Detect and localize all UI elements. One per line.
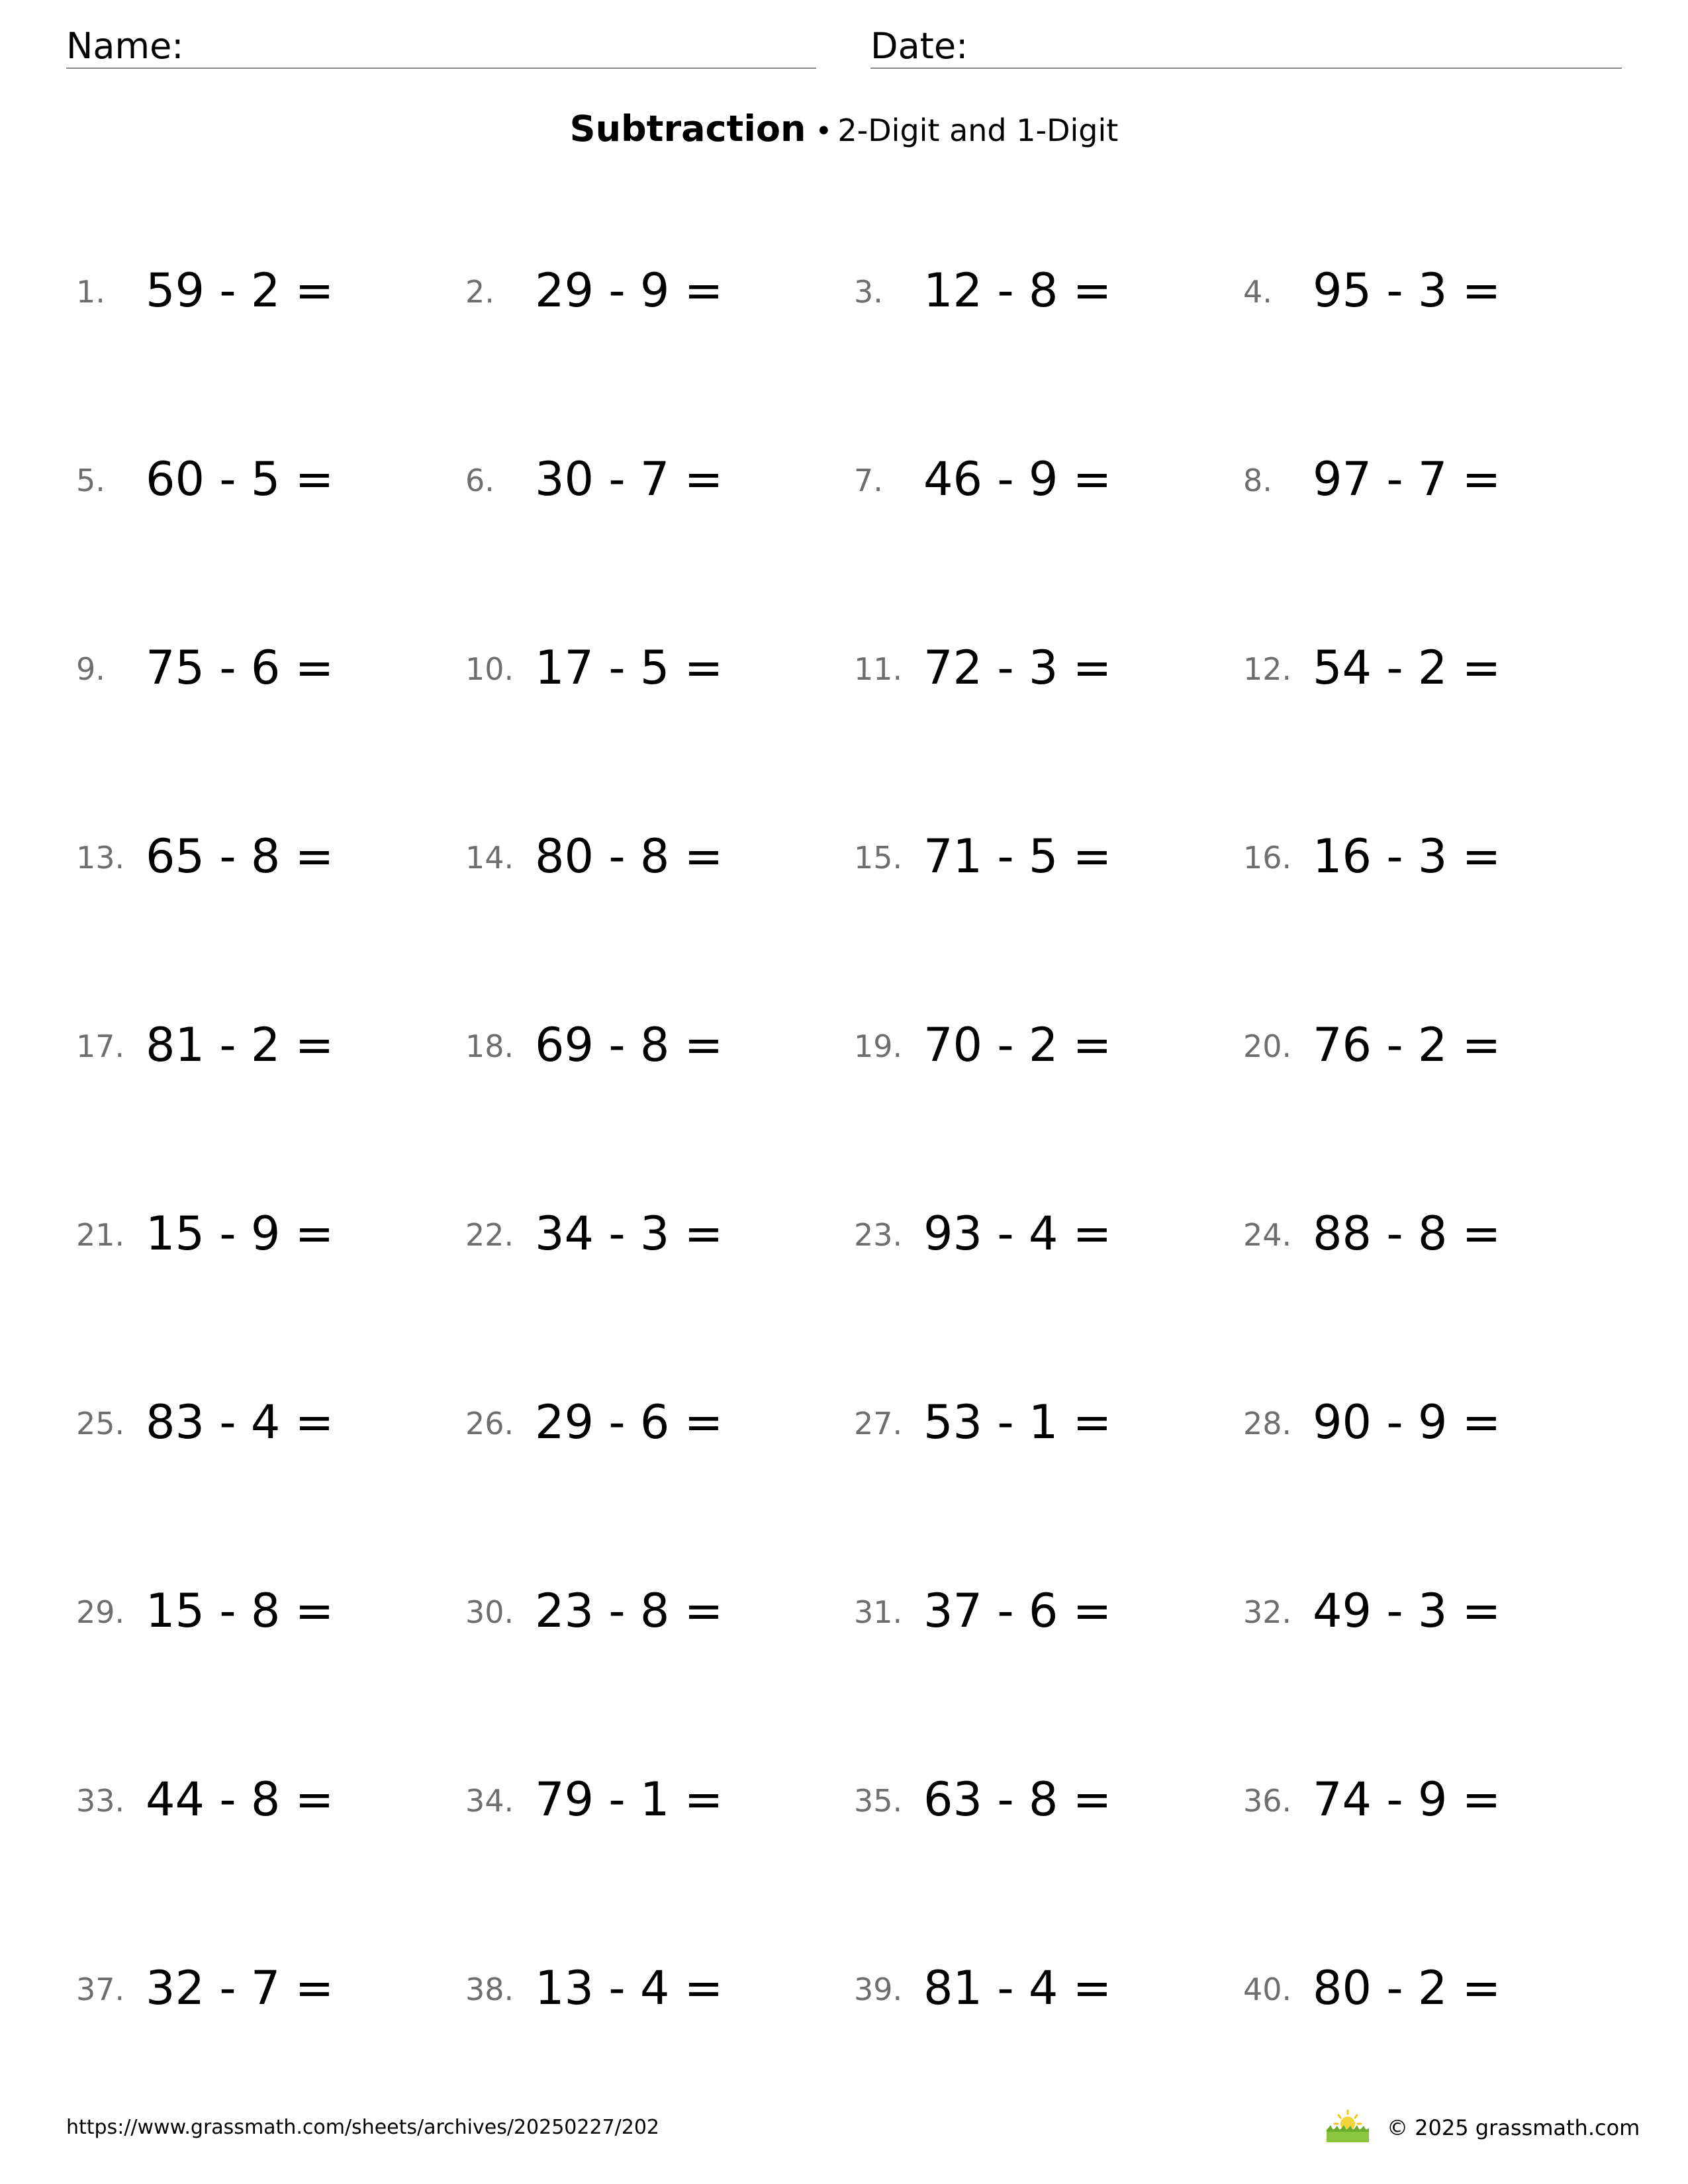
problem-item: [1243, 1390, 1627, 1456]
problem-number: 17.: [76, 1028, 125, 1064]
problem-expression: 29 - 6 =: [535, 1395, 724, 1449]
problem-number: 24.: [1243, 1217, 1292, 1253]
problem-number: 25.: [76, 1406, 125, 1441]
problem-item: [1243, 1578, 1627, 1645]
problem-expression: 46 - 9 =: [923, 452, 1112, 506]
problem-expression: 15 - 8 =: [146, 1584, 334, 1638]
problem-expression: 90 - 9 =: [1313, 1395, 1501, 1449]
problem-number: 12.: [1243, 651, 1292, 687]
problem-item: [76, 1767, 460, 1833]
title-main: Subtraction: [569, 108, 806, 150]
problem-number: 18.: [465, 1028, 514, 1064]
problem-item: [76, 1013, 460, 1079]
problem-number: 34.: [465, 1783, 514, 1819]
problem-item: [854, 1956, 1238, 2022]
problem-item: [76, 824, 460, 890]
problem-item: [854, 1767, 1238, 1833]
problem-number: 27.: [854, 1406, 903, 1441]
problem-expression: 49 - 3 =: [1313, 1584, 1501, 1638]
date-label: Date:: [870, 25, 968, 67]
problem-item: [854, 635, 1238, 702]
problem-expression: 88 - 8 =: [1313, 1206, 1501, 1261]
problem-number: 1.: [76, 274, 105, 310]
name-field[interactable]: [66, 24, 816, 69]
problem-item: [76, 1578, 460, 1645]
problem-number: 35.: [854, 1783, 903, 1819]
problem-expression: 54 - 2 =: [1313, 641, 1501, 695]
problem-item: [465, 635, 849, 702]
problem-number: 6.: [465, 463, 494, 498]
problem-item: [76, 1390, 460, 1456]
problem-item: [465, 258, 849, 324]
problem-number: 8.: [1243, 463, 1272, 498]
worksheet-title: [0, 103, 1688, 158]
problem-item: [76, 1201, 460, 1267]
problem-item: [465, 1013, 849, 1079]
problem-number: 4.: [1243, 274, 1272, 310]
problem-expression: 76 - 2 =: [1313, 1018, 1501, 1072]
grass-sun-logo-icon: [1324, 2108, 1372, 2145]
problem-number: 16.: [1243, 840, 1292, 876]
date-field[interactable]: [870, 24, 1622, 69]
problem-item: [1243, 447, 1627, 513]
problem-expression: 83 - 4 =: [146, 1395, 334, 1449]
problem-number: 21.: [76, 1217, 125, 1253]
problem-item: [854, 258, 1238, 324]
problem-expression: 80 - 2 =: [1313, 1961, 1501, 2015]
problem-item: [1243, 1956, 1627, 2022]
problem-item: [465, 1390, 849, 1456]
problem-expression: 34 - 3 =: [535, 1206, 724, 1261]
problem-expression: 80 - 8 =: [535, 829, 724, 884]
problem-expression: 32 - 7 =: [146, 1961, 334, 2015]
problem-item: [854, 1390, 1238, 1456]
problem-expression: 16 - 3 =: [1313, 829, 1501, 884]
problem-number: 11.: [854, 651, 903, 687]
problem-item: [465, 1956, 849, 2022]
problem-expression: 13 - 4 =: [535, 1961, 724, 2015]
problem-item: [1243, 1201, 1627, 1267]
problem-expression: 69 - 8 =: [535, 1018, 724, 1072]
problem-item: [1243, 1013, 1627, 1079]
problem-expression: 44 - 8 =: [146, 1772, 334, 1827]
problem-expression: 60 - 5 =: [146, 452, 334, 506]
problem-item: [854, 447, 1238, 513]
problem-number: 5.: [76, 463, 105, 498]
problem-number: 23.: [854, 1217, 903, 1253]
problem-number: 37.: [76, 1972, 125, 2007]
problem-number: 26.: [465, 1406, 514, 1441]
problem-expression: 71 - 5 =: [923, 829, 1112, 884]
problem-expression: 70 - 2 =: [923, 1018, 1112, 1072]
problem-expression: 12 - 8 =: [923, 263, 1112, 318]
problem-item: [465, 1201, 849, 1267]
problem-expression: 79 - 1 =: [535, 1772, 724, 1827]
problem-number: 31.: [854, 1594, 903, 1630]
problem-expression: 95 - 3 =: [1313, 263, 1501, 318]
problem-number: 2.: [465, 274, 494, 310]
problem-number: 33.: [76, 1783, 125, 1819]
problem-number: 15.: [854, 840, 903, 876]
problem-item: [1243, 1767, 1627, 1833]
problem-number: 38.: [465, 1972, 514, 2007]
problem-expression: 17 - 5 =: [535, 641, 724, 695]
problem-item: [854, 1578, 1238, 1645]
problem-expression: 37 - 6 =: [923, 1584, 1112, 1638]
problem-number: 28.: [1243, 1406, 1292, 1441]
problem-expression: 23 - 8 =: [535, 1584, 724, 1638]
problem-number: 30.: [465, 1594, 514, 1630]
problem-number: 39.: [854, 1972, 903, 2007]
problem-item: [854, 824, 1238, 890]
problem-expression: 30 - 7 =: [535, 452, 724, 506]
problem-item: [76, 258, 460, 324]
problem-item: [854, 1013, 1238, 1079]
title-subtitle: 2-Digit and 1-Digit: [837, 113, 1119, 148]
problem-number: 29.: [76, 1594, 125, 1630]
title-bullet: •: [815, 114, 833, 148]
problem-number: 36.: [1243, 1783, 1292, 1819]
problem-number: 20.: [1243, 1028, 1292, 1064]
problem-number: 40.: [1243, 1972, 1292, 2007]
problem-number: 7.: [854, 463, 883, 498]
problem-expression: 65 - 8 =: [146, 829, 334, 884]
problem-item: [1243, 635, 1627, 702]
problem-item: [76, 447, 460, 513]
problem-number: 9.: [76, 651, 105, 687]
problem-item: [465, 1767, 849, 1833]
problem-expression: 93 - 4 =: [923, 1206, 1112, 1261]
problem-expression: 53 - 1 =: [923, 1395, 1112, 1449]
footer-copyright: © 2025 grassmath.com: [1387, 2115, 1640, 2140]
problem-item: [465, 1578, 849, 1645]
problem-item: [1243, 258, 1627, 324]
problem-item: [854, 1201, 1238, 1267]
problem-number: 10.: [465, 651, 514, 687]
problem-expression: 72 - 3 =: [923, 641, 1112, 695]
problem-item: [1243, 824, 1627, 890]
problem-expression: 81 - 4 =: [923, 1961, 1112, 2015]
problem-number: 22.: [465, 1217, 514, 1253]
problem-number: 14.: [465, 840, 514, 876]
problem-item: [465, 824, 849, 890]
problem-expression: 74 - 9 =: [1313, 1772, 1501, 1827]
problem-expression: 63 - 8 =: [923, 1772, 1112, 1827]
problem-expression: 59 - 2 =: [146, 263, 334, 318]
problem-item: [465, 447, 849, 513]
problem-item: [76, 635, 460, 702]
problem-number: 3.: [854, 274, 883, 310]
problem-expression: 75 - 6 =: [146, 641, 334, 695]
name-label: Name:: [66, 25, 184, 67]
problem-number: 19.: [854, 1028, 903, 1064]
problem-number: 13.: [76, 840, 125, 876]
footer-url: https://www.grassmath.com/sheets/archives/20250227/202: [66, 2116, 660, 2139]
problem-expression: 81 - 2 =: [146, 1018, 334, 1072]
problem-item: [76, 1956, 460, 2022]
problem-number: 32.: [1243, 1594, 1292, 1630]
problem-expression: 97 - 7 =: [1313, 452, 1501, 506]
problem-expression: 29 - 9 =: [535, 263, 724, 318]
problem-expression: 15 - 9 =: [146, 1206, 334, 1261]
